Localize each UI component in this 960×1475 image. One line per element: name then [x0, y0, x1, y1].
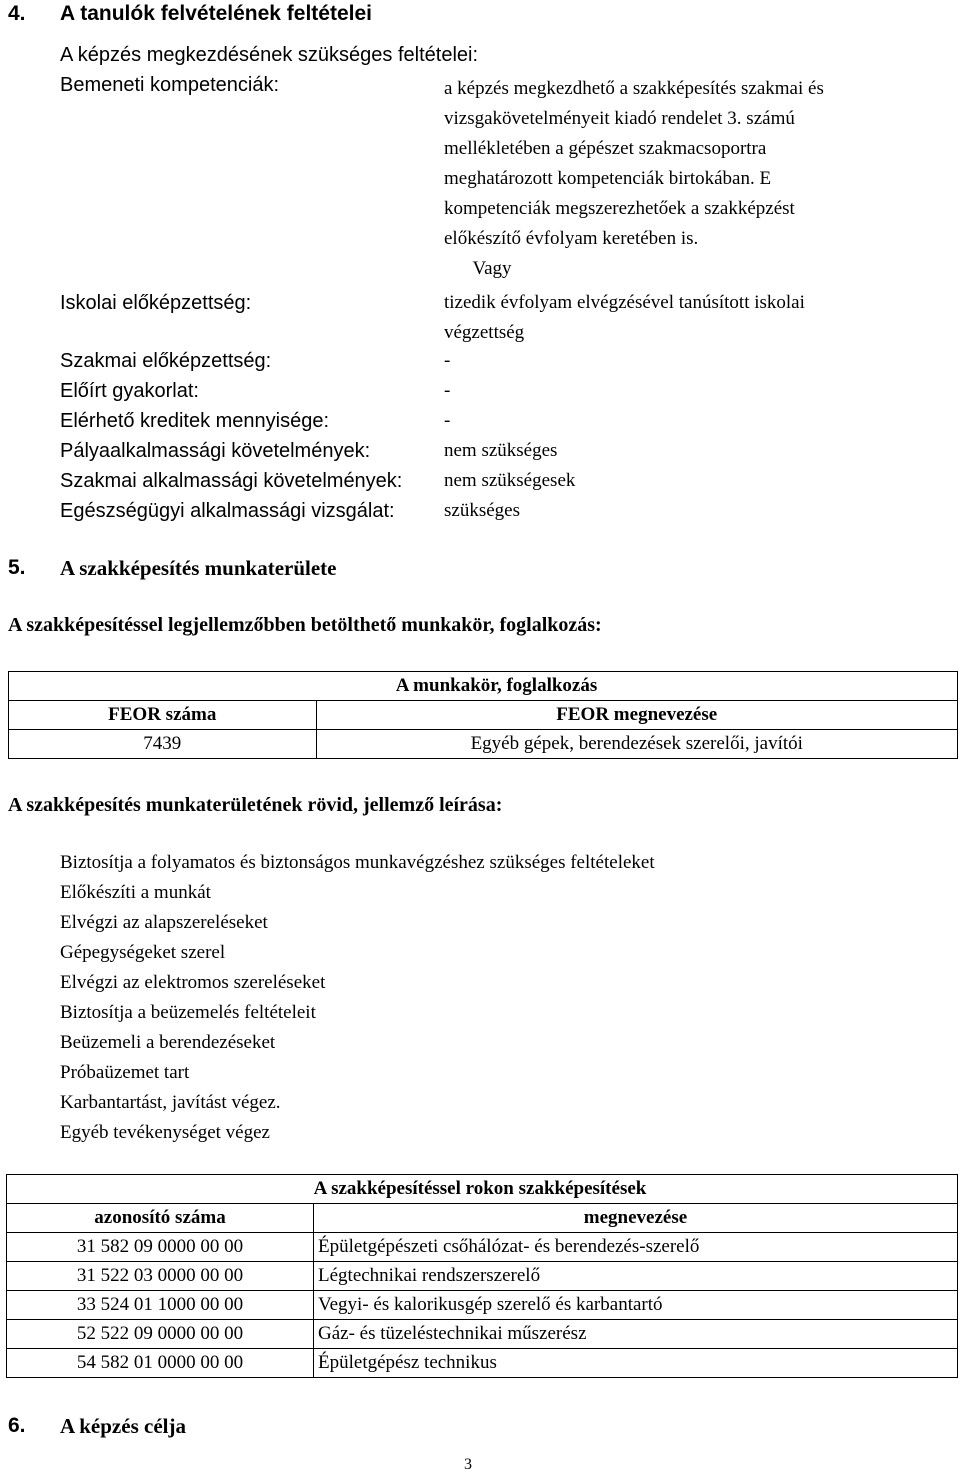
- requirement-label: Egészségügyi alkalmassági vizsgálat:: [60, 500, 395, 522]
- bemeneti-line: meghatározott kompetenciák birtokában. E: [444, 168, 772, 189]
- bemeneti-line: előkészítő évfolyam keretében is.: [444, 228, 699, 249]
- qualification-name-cell: Épületgépészeti csőhálózat- és berendezés-szerelő: [314, 1233, 958, 1262]
- list-item: Gépegységeket szerel: [60, 942, 226, 963]
- bemeneti-value: [444, 74, 824, 254]
- feor-table-header: A munkakör, foglalkozás: [316, 672, 958, 701]
- section-6-title: A képzés célja: [60, 1414, 186, 1438]
- table-row: [7, 1291, 958, 1320]
- list-item: Egyéb tevékenységet végez: [60, 1122, 270, 1143]
- bemeneti-line: mellékletében a gépészet szakmacsoportra: [444, 138, 767, 159]
- requirement-label: Előírt gyakorlat:: [60, 380, 199, 402]
- qualification-id-cell: 33 524 01 1000 00 00: [7, 1291, 314, 1320]
- description-title: A szakképesítés munkaterületének rövid, jellemző leírása:: [8, 794, 503, 816]
- qualification-name-cell: Vegyi- és kalorikusgép szerelő és karbantartó: [314, 1291, 958, 1320]
- list-item: Biztosítja a beüzemelés feltételeit: [60, 1002, 316, 1023]
- requirement-value: -: [444, 380, 451, 401]
- table-row: [7, 1233, 958, 1262]
- section-5-subtitle: A szakképesítéssel legjellemzőbben betölthető munkakör, foglalkozás:: [8, 614, 602, 636]
- requirement-value: nem szükségesek: [444, 470, 576, 491]
- qualification-id-cell: 52 522 09 0000 00 00: [7, 1320, 314, 1349]
- table-row: [7, 1349, 958, 1378]
- list-item: Előkészíti a munkát: [60, 882, 211, 903]
- bemeneti-line: kompetenciák megszerezhetőek a szakképzést: [444, 198, 795, 219]
- table-row: [7, 1262, 958, 1291]
- requirements-values: [444, 346, 575, 526]
- table-row: [7, 1175, 958, 1204]
- feor-col2-header: FEOR megnevezése: [316, 701, 958, 730]
- list-item: Karbantartást, javítást végez.: [60, 1092, 281, 1113]
- list-item: Biztosítja a folyamatos és biztonságos munkavégzéshez szükséges feltételeket: [60, 852, 655, 873]
- qualification-name-cell: Légtechnikai rendszerszerelő: [314, 1262, 958, 1291]
- feor-col1-header: FEOR száma: [9, 701, 317, 730]
- section-6-number: 6.: [8, 1414, 26, 1437]
- page-number: 3: [464, 1456, 472, 1473]
- list-item: Próbaüzemet tart: [60, 1062, 190, 1083]
- section-5-number: 5.: [8, 556, 26, 579]
- requirement-label: Pályaalkalmassági követelmények:: [60, 440, 371, 462]
- requirements-labels: [60, 346, 402, 526]
- qualification-id-cell: 31 522 03 0000 00 00: [7, 1262, 314, 1291]
- requirement-value: szükséges: [444, 500, 520, 521]
- feor-name-cell: Egyéb gépek, berendezések szerelői, javítói: [316, 730, 958, 759]
- feor-number-cell: 7439: [9, 730, 317, 759]
- qualification-id-cell: 54 582 01 0000 00 00: [7, 1349, 314, 1378]
- section-4-title: A tanulók felvételének feltételei: [60, 2, 372, 25]
- qualification-name-cell: Épületgépész technikus: [314, 1349, 958, 1378]
- qualification-name-cell: Gáz- és tüzeléstechnikai műszerész: [314, 1320, 958, 1349]
- related-qualifications-table: [6, 1174, 958, 1378]
- table-row: [9, 730, 958, 759]
- related-col2-header: megnevezése: [314, 1204, 958, 1233]
- requirement-value: nem szükséges: [444, 440, 558, 461]
- list-item: Elvégzi az alapszereléseket: [60, 912, 268, 933]
- section-5-title: A szakképesítés munkaterülete: [60, 556, 337, 580]
- list-item: Elvégzi az elektromos szereléseket: [60, 972, 326, 993]
- iskolai-label: Iskolai előképzettség:: [60, 292, 252, 314]
- conditions-intro: A képzés megkezdésének szükséges feltételei:: [60, 44, 479, 66]
- qualification-id-cell: 31 582 09 0000 00 00: [7, 1233, 314, 1262]
- requirement-value: -: [444, 410, 451, 431]
- requirement-label: Szakmai előképzettség:: [60, 350, 272, 372]
- iskolai-line: tizedik évfolyam elvégzésével tanúsított iskolai: [444, 292, 805, 313]
- bemeneti-label: Bemeneti kompetenciák:: [60, 74, 280, 96]
- feor-table: [8, 671, 958, 759]
- iskolai-line: végzettség: [444, 322, 525, 343]
- related-table-header: A szakképesítéssel rokon szakképesítések: [7, 1175, 958, 1204]
- section-4-number: 4.: [8, 2, 26, 25]
- table-row: [7, 1204, 958, 1233]
- requirement-label: Szakmai alkalmassági követelmények:: [60, 470, 403, 492]
- table-row: [7, 1320, 958, 1349]
- description-list: [60, 848, 655, 1148]
- related-col1-header: azonosító száma: [7, 1204, 314, 1233]
- requirement-value: -: [444, 350, 451, 371]
- table-row: [9, 701, 958, 730]
- vagy-label: Vagy: [472, 258, 512, 279]
- requirement-label: Elérhető kreditek mennyisége:: [60, 410, 330, 432]
- bemeneti-line: vizsgakövetelményeit kiadó rendelet 3. számú: [444, 108, 795, 129]
- bemeneti-line: a képzés megkezdhető a szakképesítés szakmai és: [444, 78, 824, 99]
- table-row: [9, 672, 958, 701]
- list-item: Beüzemeli a berendezéseket: [60, 1032, 276, 1053]
- iskolai-value: [444, 288, 805, 348]
